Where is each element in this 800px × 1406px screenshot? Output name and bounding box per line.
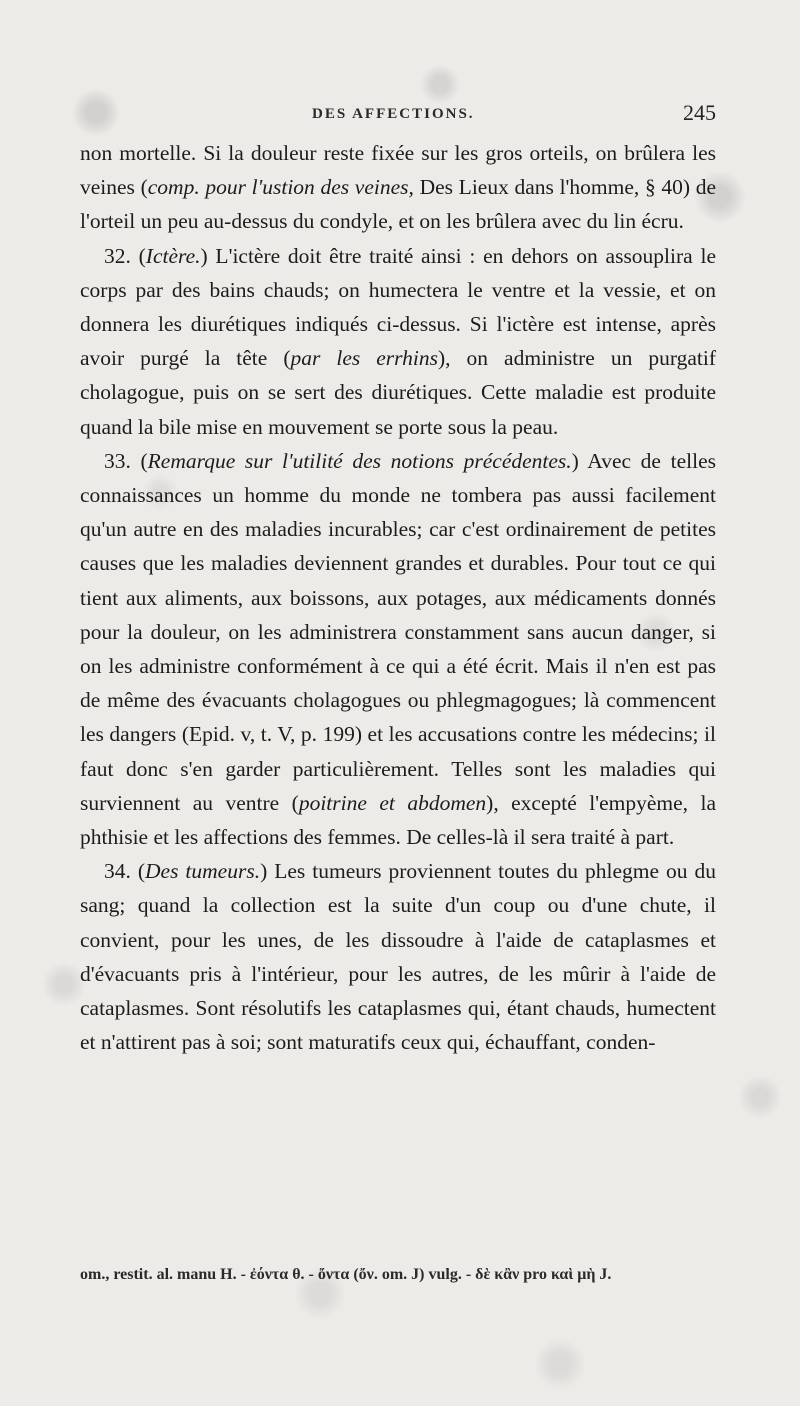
paragraph-32-ictere <box>80 239 716 444</box>
paragraph-continuation <box>80 136 716 239</box>
footnote: om., restit. al. manu H. - ἐόντα θ. - ὄντα (ὄν. om. J) vulg. - δὲ κἂν pro καὶ μὴ J. <box>80 1266 612 1283</box>
text-segment: ) Avec de telles connaissances un homme du monde ne tombera pas aussi facilement qu'un autre en des maladies incurables; car c'est ordinairement de petites causes que les maladies deviennent grandes et durables. Pour tout ce qui tient aux aliments, aux boissons, aux potages, aux médicaments donnés pour la douleur, on les administrera constamment sans aucun danger, si on les administre conformément à ce qui a été écrit. Mais il n'en est pas de même des évacuants cholagogues ou phlegmagogues; là commencent les dangers (Epid. v, t. V, p. 199) et les accusations contre les médecins; il faut donc s'en garder particulièrement. Telles sont les maladies qui surviennent au ventre ( <box>80 448 716 815</box>
text-segment: ) Les tumeurs proviennent toutes du phlegme ou du sang; quand la collection est la suite d'un coup ou d'une chute, il convient, pour les unes, de les dissoudre à l'aide de cataplasmes et d'évacuants pris à l'intérieur, pour les autres, de les mûrir à l'aide de cataplasmes. Sont résolutifs les cataplasmes qui, étant chauds, humectent et n'attirent pas à soi; sont maturatifs ceux qui, échauffant, conden- <box>80 859 716 1055</box>
running-title: DES AFFECTIONS. <box>312 106 475 122</box>
text-segment: non mortelle. Si la douleur reste fixée sur les gros orteils, on brûlera les veines ( <box>80 141 716 200</box>
page-number: 245 <box>683 100 716 125</box>
text-segment: 34. ( <box>104 859 146 884</box>
text-segment: 32. ( <box>104 243 146 268</box>
italic-segment: comp. pour l'ustion des veines, <box>147 175 414 200</box>
italic-segment: Ictère. <box>145 243 201 268</box>
paragraph-33-remarque <box>80 444 716 854</box>
text-segment: ), on administre un purgatif cholagogue, puis on se sert des diurétiques. Cette maladie est produite quand la bile mise en mouvement se porte sous la peau. <box>80 346 716 439</box>
text-segment: 33. ( <box>104 448 148 473</box>
body-text <box>80 136 716 1059</box>
text-segment: ), excepté l'empyème, la phthisie et les affections des femmes. De celles-là il sera traité à part. <box>80 790 716 850</box>
paragraph-34-tumeurs <box>80 854 716 1059</box>
text-segment: Des Lieux dans l'homme, § 40) de l'orteil un peu au-dessus du condyle, et on les brûlera avec du lin écru. <box>80 175 717 234</box>
running-header <box>80 100 716 130</box>
italic-segment: Des tumeurs. <box>145 859 261 884</box>
text-segment: ) L'ictère doit être traité ainsi : en dehors on assouplira le corps par des bains chauds; on humectera le ventre et la vessie, et on donnera les diurétiques indiqués ci-dessus. Si l'ictère est intense, après avoir purgé la tête ( <box>80 243 716 371</box>
italic-segment: Remarque sur l'utilité des notions précédentes. <box>147 448 572 473</box>
italic-segment: par les errhins <box>290 346 438 371</box>
italic-segment: poitrine et abdomen <box>298 790 487 815</box>
